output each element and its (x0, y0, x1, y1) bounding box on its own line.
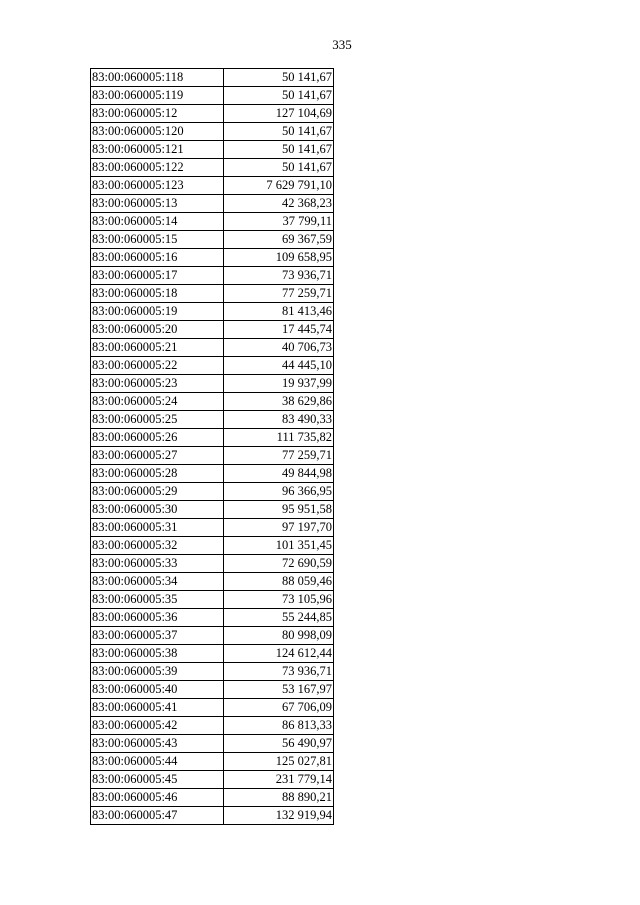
cadastral-number-cell: 83:00:060005:30 (91, 501, 224, 519)
value-cell: 81 413,46 (224, 303, 334, 321)
table-row (91, 123, 334, 141)
table-row (91, 591, 334, 609)
cadastral-number-cell: 83:00:060005:39 (91, 663, 224, 681)
table-row (91, 357, 334, 375)
table-row (91, 555, 334, 573)
cadastral-number-cell: 83:00:060005:13 (91, 195, 224, 213)
value-cell: 37 799,11 (224, 213, 334, 231)
cadastral-number-cell: 83:00:060005:16 (91, 249, 224, 267)
table-row (91, 195, 334, 213)
table-row (91, 771, 334, 789)
table-row (91, 645, 334, 663)
cadastral-number-cell: 83:00:060005:35 (91, 591, 224, 609)
value-cell: 132 919,94 (224, 807, 334, 825)
value-cell: 42 368,23 (224, 195, 334, 213)
cadastral-number-cell: 83:00:060005:32 (91, 537, 224, 555)
value-cell: 50 141,67 (224, 159, 334, 177)
table-row (91, 465, 334, 483)
table-row (91, 375, 334, 393)
cadastral-number-cell: 83:00:060005:22 (91, 357, 224, 375)
table-row (91, 537, 334, 555)
table-row (91, 519, 334, 537)
value-cell: 73 936,71 (224, 663, 334, 681)
cadastral-number-cell: 83:00:060005:36 (91, 609, 224, 627)
cadastral-number-cell: 83:00:060005:44 (91, 753, 224, 771)
table-row (91, 411, 334, 429)
value-cell: 56 490,97 (224, 735, 334, 753)
table-row (91, 573, 334, 591)
value-cell: 127 104,69 (224, 105, 334, 123)
table-row (91, 393, 334, 411)
cadastral-number-cell: 83:00:060005:40 (91, 681, 224, 699)
value-cell: 69 367,59 (224, 231, 334, 249)
value-cell: 88 890,21 (224, 789, 334, 807)
cadastral-number-cell: 83:00:060005:14 (91, 213, 224, 231)
value-cell: 73 105,96 (224, 591, 334, 609)
table-row (91, 429, 334, 447)
table-row (91, 789, 334, 807)
value-cell: 83 490,33 (224, 411, 334, 429)
value-cell: 55 244,85 (224, 609, 334, 627)
value-cell: 96 366,95 (224, 483, 334, 501)
cadastral-number-cell: 83:00:060005:19 (91, 303, 224, 321)
value-cell: 50 141,67 (224, 87, 334, 105)
value-cell: 231 779,14 (224, 771, 334, 789)
table-row (91, 87, 334, 105)
table-row (91, 141, 334, 159)
table-row (91, 807, 334, 825)
cadastral-number-cell: 83:00:060005:43 (91, 735, 224, 753)
cadastral-number-cell: 83:00:060005:120 (91, 123, 224, 141)
table-row (91, 105, 334, 123)
value-cell: 73 936,71 (224, 267, 334, 285)
table-row (91, 717, 334, 735)
cadastral-number-cell: 83:00:060005:42 (91, 717, 224, 735)
cadastral-number-cell: 83:00:060005:41 (91, 699, 224, 717)
cadastral-number-cell: 83:00:060005:26 (91, 429, 224, 447)
cadastral-number-cell: 83:00:060005:33 (91, 555, 224, 573)
value-cell: 50 141,67 (224, 123, 334, 141)
table-row (91, 627, 334, 645)
table-row (91, 249, 334, 267)
value-cell: 50 141,67 (224, 69, 334, 87)
cadastral-number-cell: 83:00:060005:20 (91, 321, 224, 339)
cadastral-number-cell: 83:00:060005:38 (91, 645, 224, 663)
table-row (91, 177, 334, 195)
table-row (91, 213, 334, 231)
table-row (91, 609, 334, 627)
table-row (91, 681, 334, 699)
value-cell: 109 658,95 (224, 249, 334, 267)
page-number: 335 (332, 37, 352, 52)
value-cell: 38 629,86 (224, 393, 334, 411)
cadastral-number-cell: 83:00:060005:34 (91, 573, 224, 591)
value-cell: 44 445,10 (224, 357, 334, 375)
value-cell: 17 445,74 (224, 321, 334, 339)
value-cell: 101 351,45 (224, 537, 334, 555)
table-row (91, 699, 334, 717)
value-cell: 97 197,70 (224, 519, 334, 537)
value-cell: 72 690,59 (224, 555, 334, 573)
value-cell: 86 813,33 (224, 717, 334, 735)
table-row (91, 321, 334, 339)
cadastral-number-cell: 83:00:060005:123 (91, 177, 224, 195)
table-row (91, 753, 334, 771)
cadastral-number-cell: 83:00:060005:119 (91, 87, 224, 105)
cadastral-number-cell: 83:00:060005:17 (91, 267, 224, 285)
cadastral-number-cell: 83:00:060005:118 (91, 69, 224, 87)
cadastral-number-cell: 83:00:060005:29 (91, 483, 224, 501)
table-row (91, 303, 334, 321)
value-cell: 111 735,82 (224, 429, 334, 447)
table-row (91, 285, 334, 303)
value-cell: 19 937,99 (224, 375, 334, 393)
value-cell: 77 259,71 (224, 285, 334, 303)
cadastral-number-cell: 83:00:060005:27 (91, 447, 224, 465)
table-row (91, 231, 334, 249)
table-row (91, 501, 334, 519)
value-cell: 7 629 791,10 (224, 177, 334, 195)
cadastral-value-table (90, 68, 334, 825)
cadastral-number-cell: 83:00:060005:46 (91, 789, 224, 807)
cadastral-number-cell: 83:00:060005:24 (91, 393, 224, 411)
table-row (91, 663, 334, 681)
value-cell: 53 167,97 (224, 681, 334, 699)
value-cell: 124 612,44 (224, 645, 334, 663)
cadastral-number-cell: 83:00:060005:15 (91, 231, 224, 249)
table-row (91, 483, 334, 501)
value-cell: 88 059,46 (224, 573, 334, 591)
value-cell: 80 998,09 (224, 627, 334, 645)
cadastral-number-cell: 83:00:060005:121 (91, 141, 224, 159)
table-row (91, 159, 334, 177)
value-cell: 67 706,09 (224, 699, 334, 717)
table-row (91, 735, 334, 753)
cadastral-number-cell: 83:00:060005:45 (91, 771, 224, 789)
cadastral-number-cell: 83:00:060005:122 (91, 159, 224, 177)
value-cell: 95 951,58 (224, 501, 334, 519)
cadastral-number-cell: 83:00:060005:21 (91, 339, 224, 357)
cadastral-number-cell: 83:00:060005:25 (91, 411, 224, 429)
table-row (91, 69, 334, 87)
cadastral-number-cell: 83:00:060005:28 (91, 465, 224, 483)
cadastral-number-cell: 83:00:060005:47 (91, 807, 224, 825)
cadastral-number-cell: 83:00:060005:23 (91, 375, 224, 393)
table-row (91, 267, 334, 285)
value-cell: 77 259,71 (224, 447, 334, 465)
value-cell: 125 027,81 (224, 753, 334, 771)
cadastral-number-cell: 83:00:060005:37 (91, 627, 224, 645)
value-cell: 49 844,98 (224, 465, 334, 483)
cadastral-number-cell: 83:00:060005:18 (91, 285, 224, 303)
value-cell: 50 141,67 (224, 141, 334, 159)
table-row (91, 447, 334, 465)
cadastral-number-cell: 83:00:060005:12 (91, 105, 224, 123)
table-row (91, 339, 334, 357)
value-cell: 40 706,73 (224, 339, 334, 357)
table-body (91, 69, 334, 825)
cadastral-number-cell: 83:00:060005:31 (91, 519, 224, 537)
